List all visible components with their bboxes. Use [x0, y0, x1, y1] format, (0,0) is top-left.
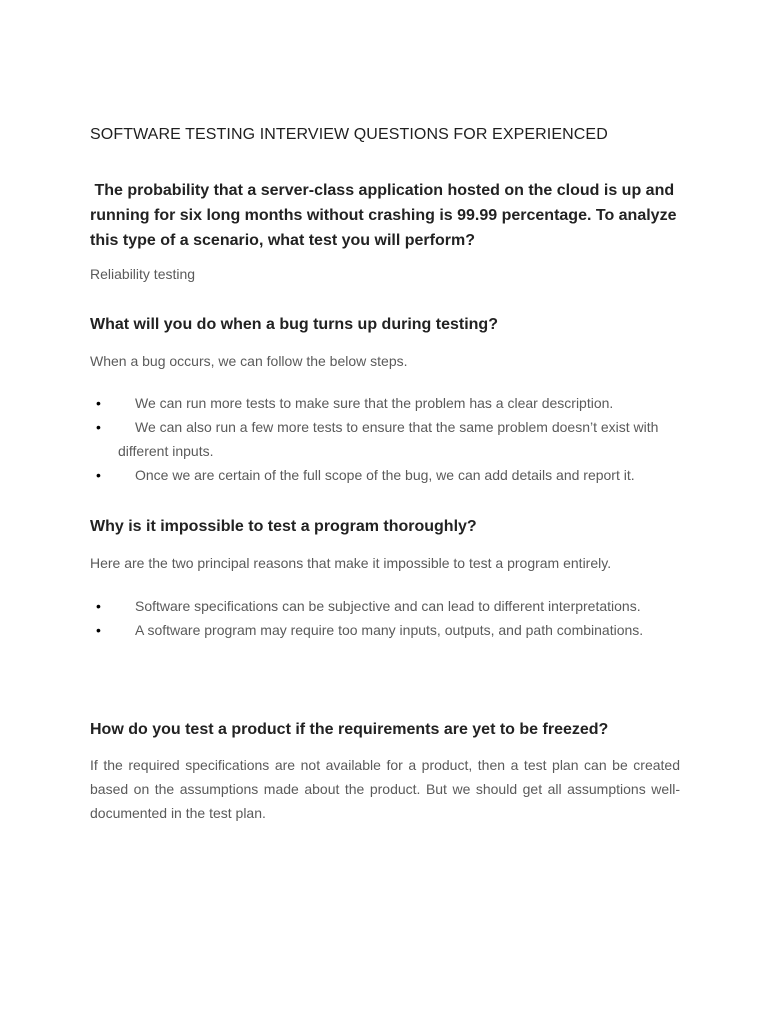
list-item: [90, 463, 680, 487]
thorough-testing-list: [90, 594, 680, 642]
list-item: [90, 391, 680, 415]
list-item-text: A software program may require too many inputs, outputs, and path combinations.: [135, 622, 644, 638]
answer-unfrozen-requirements: If the required specifications are not available for a product, then a test plan can be created based on the assumptions made about the product. But we should get all assumptions well-documented in the test plan.: [90, 757, 680, 821]
question-bug-handling: What will you do when a bug turns up during testing?: [90, 316, 498, 333]
list-item-text: Software specifications can be subjective and can lead to different interpretations.: [135, 598, 641, 614]
list-item-text: Once we are certain of the full scope of the bug, we can add details and report it.: [135, 467, 635, 483]
list-item: [90, 415, 680, 463]
bullet-icon: •: [96, 467, 101, 483]
bullet-icon: •: [96, 419, 101, 435]
document-title: SOFTWARE TESTING INTERVIEW QUESTIONS FOR EXPERIENCED: [90, 126, 608, 143]
question-reliability: The probability that a server-class application hosted on the cloud is up and running for six long months without crashing is 99.99 percentage. To analyze this type of a scenario, what test you will perform?: [90, 182, 681, 249]
list-item-text: We can run more tests to make sure that the problem has a clear description.: [135, 395, 614, 411]
bug-handling-list: [90, 391, 680, 487]
list-item-text: We can also run a few more tests to ensure that the same problem doesn’t exist with different inputs.: [118, 419, 659, 459]
bullet-icon: •: [96, 598, 101, 614]
answer-reliability: Reliability testing: [90, 266, 196, 282]
bug-handling-intro: When a bug occurs, we can follow the below steps.: [90, 353, 408, 369]
bullet-icon: •: [96, 395, 101, 411]
bullet-icon: •: [96, 622, 101, 638]
thorough-testing-intro: Here are the two principal reasons that make it impossible to test a program entirely.: [90, 555, 612, 571]
question-unfrozen-requirements: How do you test a product if the requirements are yet to be freezed?: [90, 721, 609, 738]
list-item: [90, 618, 680, 642]
list-item: [90, 594, 680, 618]
question-thorough-testing: Why is it impossible to test a program thoroughly?: [90, 518, 477, 535]
